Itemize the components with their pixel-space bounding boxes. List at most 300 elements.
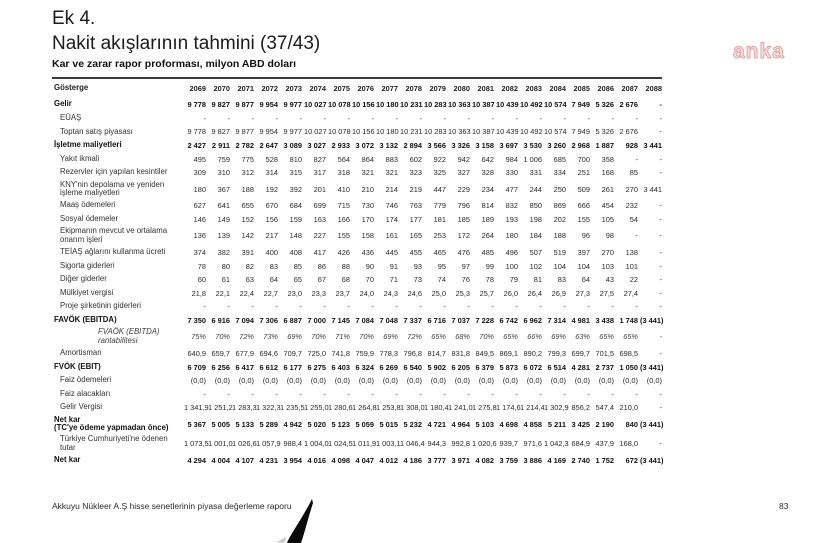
cell-value: -	[515, 113, 518, 123]
cell-value: 701,5	[595, 348, 614, 358]
cell-value: 496	[505, 247, 518, 257]
cell-value: 1 255,0	[304, 403, 329, 413]
cell-value: 80	[221, 261, 230, 271]
cell-value: 2 894	[403, 141, 422, 151]
cell-value: 2 911	[211, 141, 230, 151]
cell-value: 6 072	[523, 362, 542, 372]
row-label: Türkiye Cumhuriyeti'ne ödenen tutar	[60, 434, 168, 452]
cell-value: (0,0)	[526, 376, 542, 386]
table-row	[52, 125, 662, 139]
column-header-year: 2078	[405, 84, 422, 93]
column-header-year: 2072	[261, 84, 278, 93]
cell-value: 3 530	[523, 141, 542, 151]
cell-value: 939,7	[499, 439, 518, 449]
table-row	[52, 98, 662, 112]
column-header-year: 2086	[597, 84, 614, 93]
cell-value: -	[347, 389, 350, 399]
cell-value: (3 441)	[640, 455, 664, 465]
cell-value: -	[659, 302, 662, 312]
cell-value: (0,0)	[502, 376, 518, 386]
cell-value: 1 046,4	[400, 439, 425, 449]
cell-value: 229	[457, 184, 470, 194]
cell-value: 6 177	[283, 362, 302, 372]
row-label: FVAÖK (EBITDA) rantabilitesi	[98, 327, 160, 345]
cell-value: 22,1	[215, 288, 230, 298]
cell-value: 528	[265, 154, 278, 164]
cell-value: 10 078	[328, 127, 351, 137]
cell-value: 1 752	[595, 455, 614, 465]
cell-value: -	[659, 288, 662, 298]
cell-value: 68	[341, 275, 350, 285]
cell-value: 10 363	[448, 127, 471, 137]
cell-value: 5 289	[259, 419, 278, 429]
column-header-year: 2070	[213, 84, 230, 93]
cell-value: 24,0	[359, 288, 374, 298]
cell-value: (0,0)	[574, 376, 590, 386]
cell-value: 10 156	[352, 100, 375, 110]
cell-value: -	[467, 113, 470, 123]
column-header-year: 2085	[573, 84, 590, 93]
row-label: Sigorta giderleri	[60, 260, 115, 270]
cell-value: 445	[385, 247, 398, 257]
cell-value: 323	[409, 168, 422, 178]
cell-value: 22	[629, 275, 638, 285]
cell-value: 192	[265, 184, 278, 194]
cell-value: 10 492	[520, 100, 543, 110]
cell-value: (0,0)	[478, 376, 494, 386]
cell-value: 6 887	[283, 315, 302, 325]
cell-value: 10 574	[544, 100, 567, 110]
cell-value: 864	[361, 154, 374, 164]
cell-value: 715	[337, 201, 350, 211]
cell-value: 5 367	[187, 419, 206, 429]
pen-nib-icon	[274, 499, 324, 543]
column-header-year: 2080	[453, 84, 470, 93]
cell-value: 3 132	[379, 141, 398, 151]
cell-value: -	[659, 332, 662, 342]
cell-value: 832	[505, 201, 518, 211]
cell-value: 775	[241, 154, 254, 164]
cell-value: 99	[485, 261, 494, 271]
cell-value: 270	[625, 184, 638, 194]
cell-value: 426	[337, 247, 350, 257]
column-header-year: 2075	[333, 84, 350, 93]
cell-value: 24,3	[383, 288, 398, 298]
cell-value: 477	[505, 184, 518, 194]
cell-value: 60	[197, 275, 206, 285]
cell-value: (0,0)	[214, 376, 230, 386]
cell-value: -	[323, 302, 326, 312]
cell-value: 922	[433, 154, 446, 164]
cell-value: 454	[601, 201, 614, 211]
cell-value: -	[203, 113, 206, 123]
cell-value: 70%	[479, 332, 494, 342]
cell-value: 61	[221, 275, 230, 285]
cell-value: 9 954	[259, 127, 278, 137]
cell-value: 495	[193, 154, 206, 164]
cell-value: -	[539, 113, 542, 123]
cell-value: 684	[289, 201, 302, 211]
cell-value: 101	[625, 261, 638, 271]
cell-value: 9 977	[283, 127, 302, 137]
cell-value: -	[611, 113, 614, 123]
cell-value: 73	[413, 275, 422, 285]
cell-value: 4 107	[235, 455, 254, 465]
cell-value: 69%	[383, 332, 398, 342]
table-row	[52, 286, 662, 300]
table-row	[52, 259, 662, 273]
cell-value: 82	[245, 261, 254, 271]
cell-value: (0,0)	[454, 376, 470, 386]
cell-value: 78	[485, 275, 494, 285]
column-header-year: 2076	[357, 84, 374, 93]
cell-value: 640,9	[187, 348, 206, 358]
row-label: Faiz alacakları	[60, 388, 111, 398]
cell-value: 331	[529, 168, 542, 178]
cell-value: 184	[529, 231, 542, 241]
cell-value: 3 260	[547, 141, 566, 151]
cell-value: 54	[629, 214, 638, 224]
cell-value: (0,0)	[382, 376, 398, 386]
cell-value: 4 004	[211, 455, 230, 465]
cell-value: 391	[241, 247, 254, 257]
column-header-year: 2079	[429, 84, 446, 93]
cell-value: 102	[529, 261, 542, 271]
cell-value: 6 742	[499, 315, 518, 325]
cell-value: 103	[601, 261, 614, 271]
cell-value: 5 123	[331, 419, 350, 429]
cell-value: -	[395, 302, 398, 312]
cell-value: 3 566	[427, 141, 446, 151]
cell-value: 23,7	[335, 288, 350, 298]
cell-value: 91	[389, 261, 398, 271]
cell-value: 71%	[335, 332, 350, 342]
cell-value: 174	[385, 214, 398, 224]
cell-value: 1 011,9	[352, 439, 377, 449]
cell-value: -	[659, 100, 662, 110]
cell-value: -	[395, 389, 398, 399]
cell-value: 65%	[503, 332, 518, 342]
cell-value: 70%	[311, 332, 326, 342]
column-header-year: 2069	[189, 84, 206, 93]
cell-value: 3 089	[283, 141, 302, 151]
table-subtitle: Kar ve zarar rapor proforması, milyon ABD doları	[52, 58, 297, 70]
cell-value: 3 326	[451, 141, 470, 151]
cell-value: 79	[509, 275, 518, 285]
cell-value: 72%	[407, 332, 422, 342]
row-label: EÜAŞ	[60, 113, 82, 123]
cell-value: -	[635, 113, 638, 123]
cell-value: 7 084	[355, 315, 374, 325]
cell-value: 3 759	[499, 455, 518, 465]
cell-value: 10 027	[304, 127, 327, 137]
column-header-year: 2074	[309, 84, 326, 93]
row-label: TEİAŞ ağlarını kullanma ücreti	[60, 247, 166, 257]
table-row	[52, 347, 662, 361]
cell-value: 6 379	[475, 362, 494, 372]
cell-value: 172	[457, 231, 470, 241]
cell-value: 1 006	[523, 154, 542, 164]
cell-value: 10 574	[544, 127, 567, 137]
cell-value: 251	[577, 168, 590, 178]
cell-value: 397	[577, 247, 590, 257]
cell-value: 73%	[263, 332, 278, 342]
cell-value: -	[635, 154, 638, 164]
cell-value: -	[563, 389, 566, 399]
cell-value: 5 103	[475, 419, 494, 429]
table-row	[52, 314, 662, 328]
row-label: FAVÖK (EBITDA)	[54, 315, 117, 325]
cell-value: (0,0)	[598, 376, 614, 386]
cell-value: 149	[217, 214, 230, 224]
cell-value: 253	[433, 231, 446, 241]
cell-value: 5 005	[211, 419, 230, 429]
cell-value: -	[275, 389, 278, 399]
cell-value: -	[539, 389, 542, 399]
cell-value: 1 283,3	[232, 403, 257, 413]
cell-value: 22,4	[239, 288, 254, 298]
cell-value: 68%	[455, 332, 470, 342]
cell-value: 63%	[575, 332, 590, 342]
cell-value: 6 514	[547, 362, 566, 372]
cell-value: 7 306	[259, 315, 278, 325]
table-row	[52, 139, 662, 153]
row-label: FVÖK (EBIT)	[54, 361, 101, 371]
cell-value: 75%	[191, 332, 206, 342]
cell-value: 27,5	[599, 288, 614, 298]
cell-value: 3 027	[307, 141, 326, 151]
cell-value: -	[347, 302, 350, 312]
cell-value: 944,3	[427, 439, 446, 449]
cell-value: -	[659, 201, 662, 211]
cell-value: -	[251, 389, 254, 399]
cell-value: 65%	[623, 332, 638, 342]
page-number: 83	[779, 501, 789, 511]
cell-value: 165	[409, 231, 422, 241]
cell-value: 10 283	[424, 127, 447, 137]
cell-value: 72%	[239, 332, 254, 342]
cell-value: 76	[461, 275, 470, 285]
cell-value: 10 231	[400, 127, 423, 137]
cell-value: -	[659, 275, 662, 285]
cell-value: 1 280,6	[328, 403, 353, 413]
cell-value: 3 886	[523, 455, 542, 465]
cell-value: 6 716	[427, 315, 446, 325]
cell-value: 63	[245, 275, 254, 285]
cell-value: 156	[265, 214, 278, 224]
cell-value: -	[203, 389, 206, 399]
cell-value: 85	[629, 168, 638, 178]
cell-value: 382	[217, 247, 230, 257]
table-row	[52, 180, 662, 199]
cell-value: -	[227, 389, 230, 399]
cell-value: -	[491, 389, 494, 399]
cell-value: -	[611, 302, 614, 312]
cell-value: 507	[529, 247, 542, 257]
cell-value: 309	[193, 168, 206, 178]
cell-value: 65%	[599, 332, 614, 342]
cell-value: 159	[289, 214, 302, 224]
cell-value: -	[659, 403, 662, 413]
cell-value: 10 027	[304, 100, 327, 110]
cell-value: 98	[605, 231, 614, 241]
cell-value: 869,1	[499, 348, 518, 358]
cell-value: -	[491, 113, 494, 123]
table-row	[52, 327, 662, 346]
cell-value: (0,0)	[238, 376, 254, 386]
cell-value: 250	[553, 184, 566, 194]
cell-value: 10 387	[472, 127, 495, 137]
cell-value: 104	[553, 261, 566, 271]
cell-value: 7 314	[547, 315, 566, 325]
cell-value: -	[587, 113, 590, 123]
cell-value: -	[347, 113, 350, 123]
cell-value: 188	[553, 231, 566, 241]
column-header-year: 2082	[501, 84, 518, 93]
cell-value: 25,7	[479, 288, 494, 298]
row-label: Amortisman	[60, 348, 102, 358]
cell-value: -	[419, 302, 422, 312]
cell-value: 71	[389, 275, 398, 285]
cell-value: 10 078	[328, 100, 351, 110]
table-row	[52, 300, 662, 314]
cell-value: -	[587, 302, 590, 312]
cell-value: 7 228	[475, 315, 494, 325]
cell-value: 328	[481, 168, 494, 178]
cell-value: 26,4	[527, 288, 542, 298]
cell-value: 180	[505, 231, 518, 241]
cell-value: 1 235,5	[280, 403, 305, 413]
cell-value: 2 740	[571, 455, 590, 465]
cell-value: 799,3	[547, 348, 566, 358]
cell-value: 392	[289, 184, 302, 194]
cell-value: 465	[433, 247, 446, 257]
cell-value: 2 676	[619, 127, 638, 137]
cell-value: 417	[313, 247, 326, 257]
cell-value: 1 241,0	[448, 403, 473, 413]
cell-value: 10 439	[496, 127, 519, 137]
cell-value: 104	[577, 261, 590, 271]
cell-value: -	[659, 389, 662, 399]
cell-value: 7 949	[571, 100, 590, 110]
cell-value: (0,0)	[646, 376, 662, 386]
cell-value: 779	[433, 201, 446, 211]
cell-value: -	[299, 302, 302, 312]
cell-value: 9 827	[211, 127, 230, 137]
cell-value: 10 363	[448, 100, 471, 110]
cell-value: 93	[413, 261, 422, 271]
cell-value: 70	[365, 275, 374, 285]
cell-value: 9 827	[211, 100, 230, 110]
cell-value: 161	[385, 231, 398, 241]
cell-value: (0,0)	[406, 376, 422, 386]
cell-value: 96	[581, 231, 590, 241]
cell-value: 672	[625, 455, 638, 465]
cell-value: 26,0	[503, 288, 518, 298]
cell-value: -	[395, 113, 398, 123]
cell-value: 9 778	[187, 100, 206, 110]
cell-value: 810	[289, 154, 302, 164]
cell-value: 181	[433, 214, 446, 224]
cell-value: 9 877	[235, 127, 254, 137]
cell-value: 3 697	[499, 141, 518, 151]
cell-value: 984	[505, 154, 518, 164]
cell-value: 4 721	[427, 419, 446, 429]
cell-value: 1 341,9	[184, 403, 209, 413]
cell-value: 2 782	[235, 141, 254, 151]
cell-value: 796	[457, 201, 470, 211]
cell-value: 10 283	[424, 100, 447, 110]
cell-value: 155	[577, 214, 590, 224]
cell-value: 23,0	[287, 288, 302, 298]
table-row	[52, 374, 662, 388]
table-row	[52, 360, 662, 374]
cell-value: 201	[313, 184, 326, 194]
row-label: Toptan satış piyasası	[60, 126, 133, 136]
cell-value: 1 302,9	[544, 403, 569, 413]
cell-value: 234	[481, 184, 494, 194]
cell-value: 7 037	[451, 315, 470, 325]
cell-value: 840	[625, 419, 638, 429]
column-header-year: 2083	[525, 84, 542, 93]
cell-value: 4 082	[475, 455, 494, 465]
cell-value: 78	[197, 261, 206, 271]
cell-value: 312	[241, 168, 254, 178]
cell-value: (3 441)	[640, 362, 664, 372]
cell-value: 5 232	[403, 419, 422, 429]
row-label: Faiz ödemeleri	[60, 375, 112, 385]
cell-value: 166	[337, 214, 350, 224]
cell-value: -	[467, 389, 470, 399]
cell-value: 700	[577, 154, 590, 164]
cell-value: 136	[193, 231, 206, 241]
column-header-year: 2073	[285, 84, 302, 93]
profit-loss-proforma-table	[52, 77, 662, 467]
cell-value: 699,7	[571, 348, 590, 358]
cell-value: 883	[385, 154, 398, 164]
cell-value: 814,7	[427, 348, 446, 358]
cell-value: 198	[529, 214, 542, 224]
cell-value: 65%	[431, 332, 446, 342]
cell-value: 1 308,0	[400, 403, 425, 413]
cell-value: 1 026,6	[232, 439, 257, 449]
cell-value: 746	[385, 201, 398, 211]
cell-value: 43	[605, 275, 614, 285]
cell-value: 25,3	[455, 288, 470, 298]
cell-value: -	[443, 113, 446, 123]
cell-value: 5 133	[235, 419, 254, 429]
cell-value: 6 417	[235, 362, 254, 372]
cell-value: 1 057,9	[256, 439, 281, 449]
cell-value: 6 612	[259, 362, 278, 372]
table-row	[52, 434, 662, 453]
cell-value: -	[563, 302, 566, 312]
cell-value: 1 180,4	[424, 403, 449, 413]
cell-value: 1 020,6	[472, 439, 497, 449]
cell-value: 26,9	[551, 288, 566, 298]
cell-value: 10 387	[472, 100, 495, 110]
cell-value: 3 971	[451, 455, 470, 465]
cell-value: 814	[481, 201, 494, 211]
cell-value: 66%	[527, 332, 542, 342]
cell-value: 325	[433, 168, 446, 178]
cell-value: 1 251,2	[208, 403, 233, 413]
cell-value: 81	[533, 275, 542, 285]
row-label: Proje şirketinin giderleri	[60, 301, 142, 311]
cell-value: 327	[457, 168, 470, 178]
cell-value: 168,0	[619, 439, 638, 449]
cell-value: 763	[409, 201, 422, 211]
